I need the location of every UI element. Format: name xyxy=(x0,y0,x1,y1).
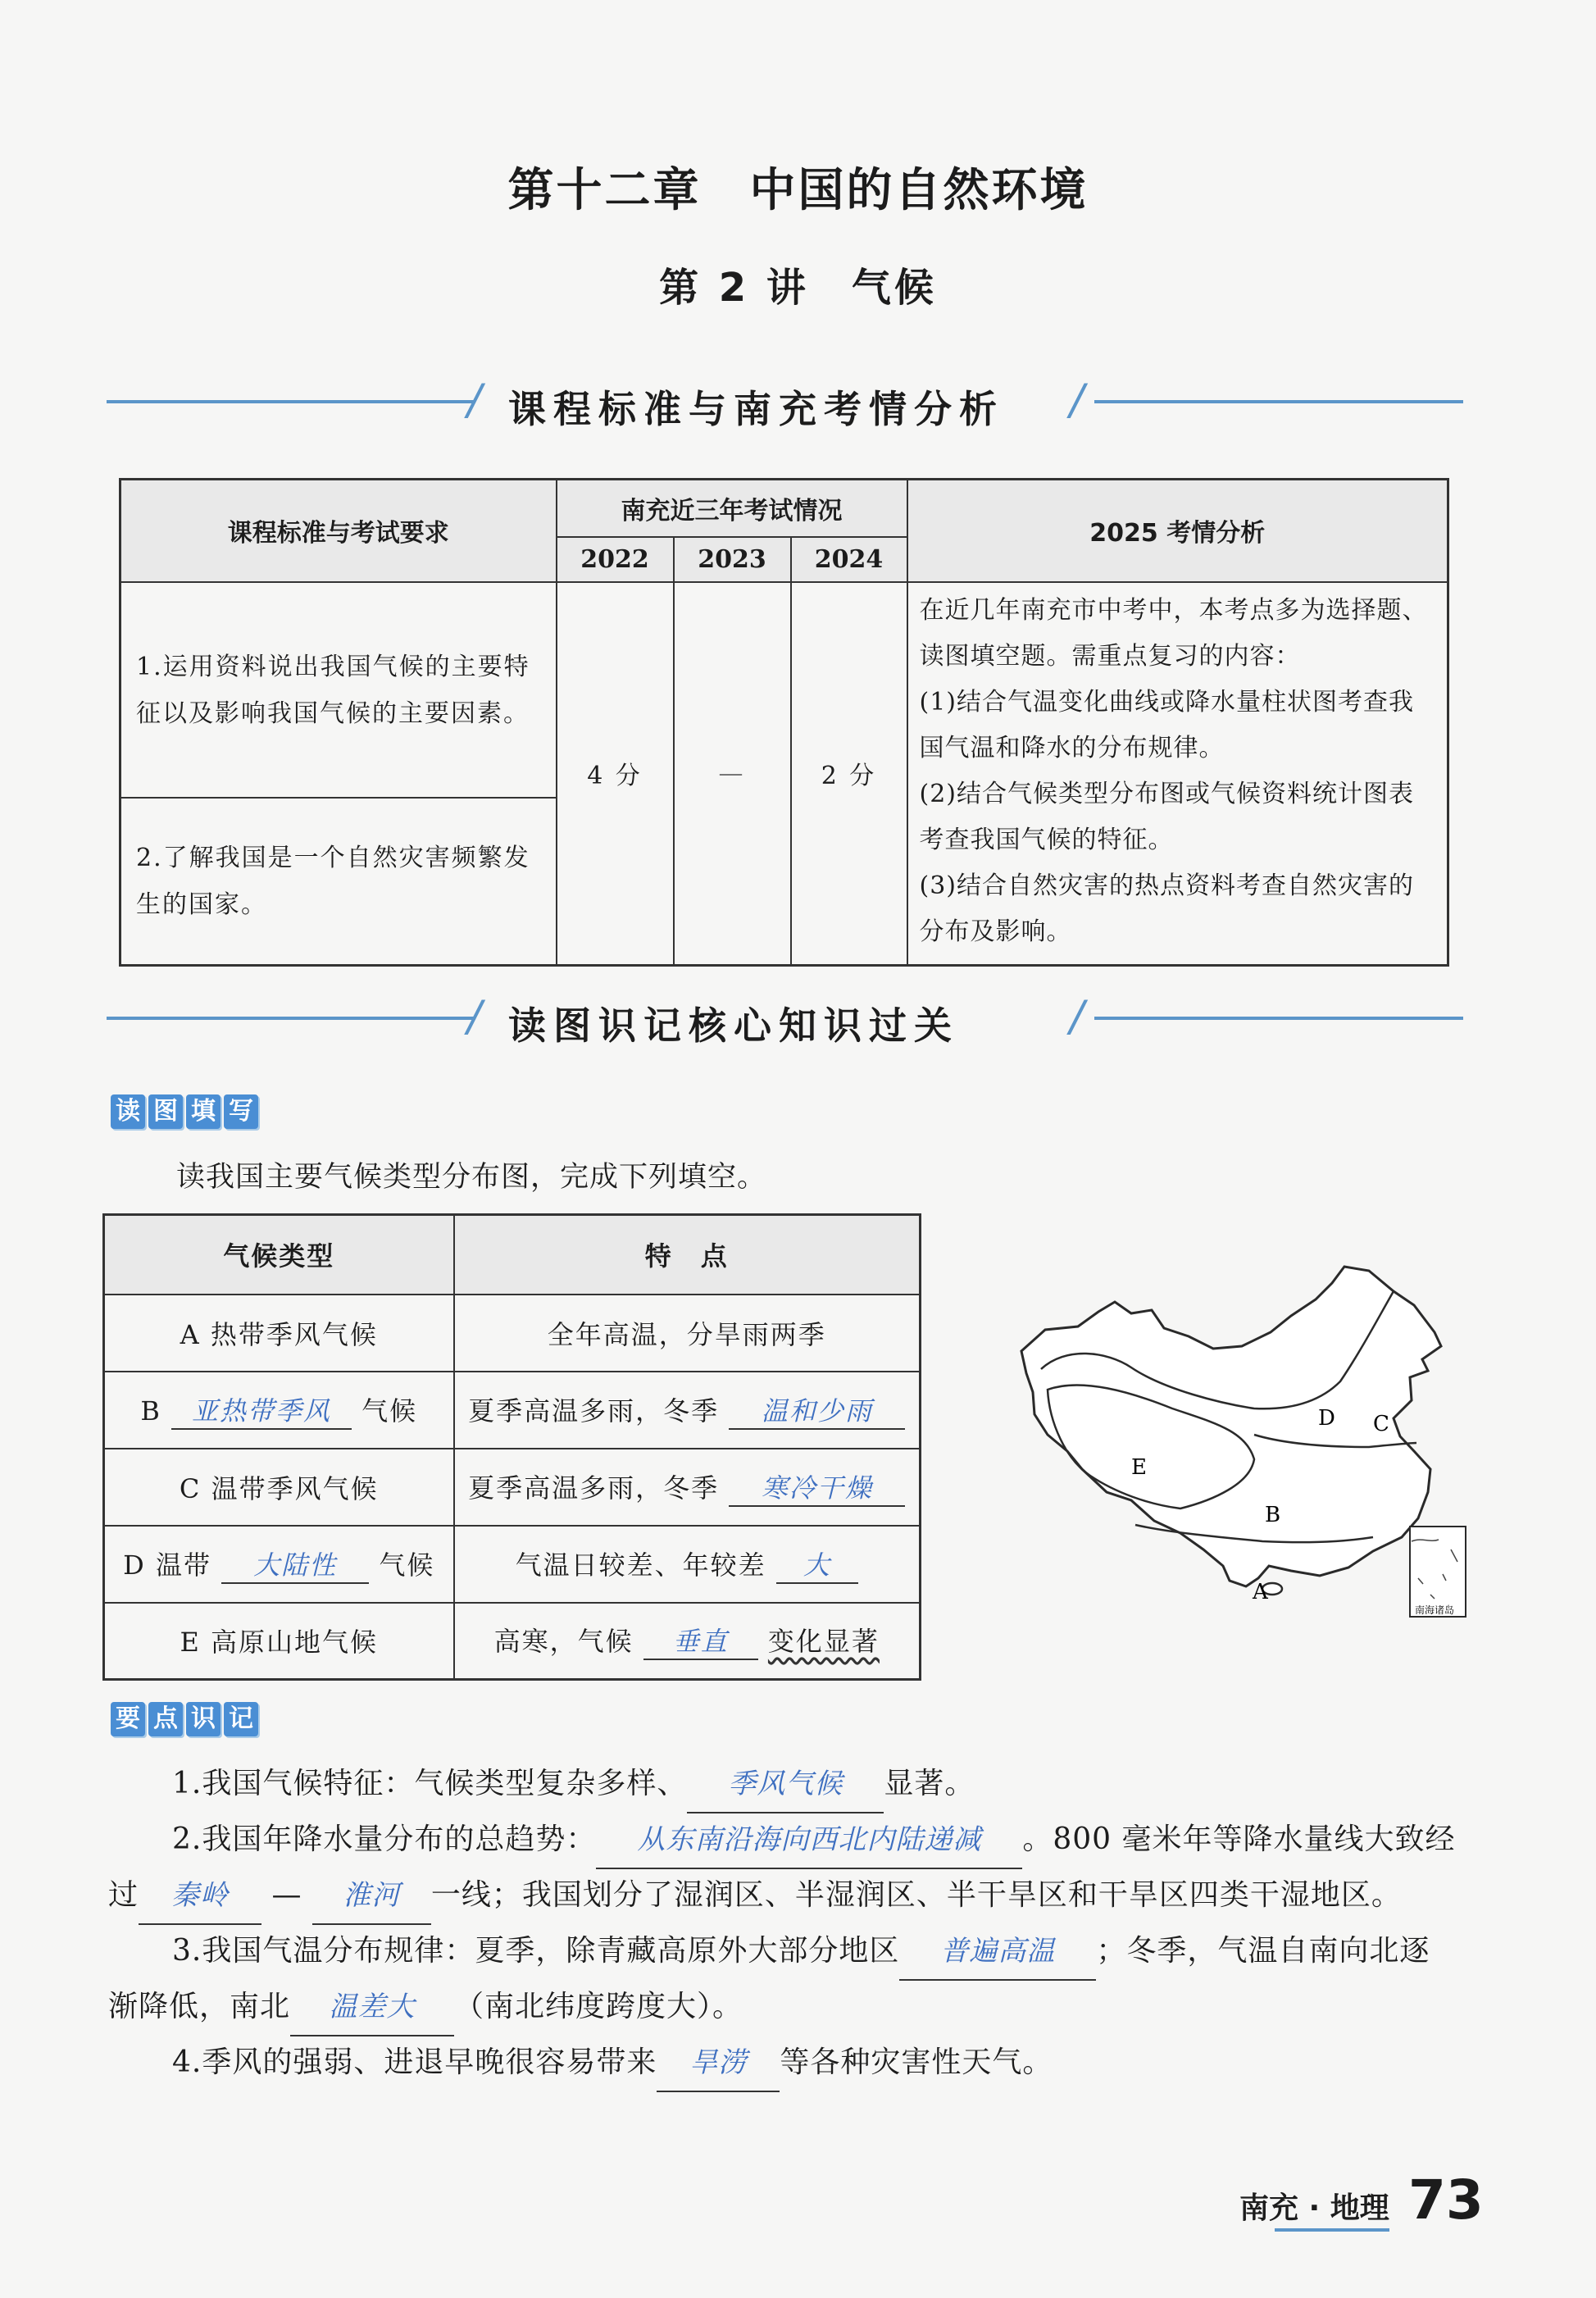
point-2-text-d: 一线；我国划分了湿润区、半湿润区、半干旱区和干旱区四类干湿地区。 xyxy=(430,1878,1402,1912)
map-label-b: B xyxy=(1265,1503,1281,1527)
point-1-text-a: 1.我国气候特征：气候类型复杂多样、 xyxy=(172,1767,688,1800)
china-climate-map xyxy=(1008,1254,1500,1623)
tag-key-points xyxy=(111,1702,258,1736)
row-d-suffix: 气候 xyxy=(379,1549,435,1581)
map-label-a: A xyxy=(1253,1580,1268,1604)
point-2-answer-3: 淮河 xyxy=(312,1868,431,1925)
point-4-text-a: 4.季风的强弱、进退早晚很容易带来 xyxy=(172,2045,657,2079)
row-d-feature-prefix: 气温日较差、年较差 xyxy=(515,1549,766,1581)
row-b-feature xyxy=(454,1372,921,1449)
point-2-line2 xyxy=(108,1868,1402,1925)
page-number: 73 xyxy=(1408,2168,1484,2232)
row-c-type: C 温带季风气候 xyxy=(104,1449,454,1526)
header-exam-group: 南充近三年考试情况 xyxy=(557,480,907,538)
point-3-text-c: 渐降低，南北 xyxy=(108,1990,291,2023)
map-label-e: E xyxy=(1131,1455,1147,1480)
point-4-answer: 旱涝 xyxy=(657,2035,780,2092)
header-requirements: 课程标准与考试要求 xyxy=(120,480,557,582)
row-a-feature: 全年高温，分旱雨两季 xyxy=(454,1295,921,1372)
footer-underline xyxy=(1275,2228,1389,2232)
point-1 xyxy=(172,1756,975,1813)
section-slash-right: / xyxy=(1070,375,1084,425)
row-a-type: A 热带季风气候 xyxy=(104,1295,454,1372)
row-c-feature-answer: 寒冷干燥 xyxy=(729,1468,905,1507)
point-2-text-c: 过 xyxy=(108,1878,139,1912)
row-e-feature-prefix: 高寒，气候 xyxy=(493,1626,634,1658)
map-label-d: D xyxy=(1318,1406,1335,1431)
row-d-answer: 大陆性 xyxy=(221,1545,369,1584)
tag-char: 读 xyxy=(111,1094,145,1129)
point-3-line2 xyxy=(108,1979,743,2036)
point-3-answer-2: 温差大 xyxy=(290,1979,454,2036)
analysis-item-1: (1)结合气温变化曲线或降水量柱状图考查我国气温和降水的分布规律。 xyxy=(919,687,1414,762)
analysis-item-2: (2)结合气候类型分布图或气候资料统计图表考查我国气候的特征。 xyxy=(919,779,1414,854)
point-1-answer: 季风气候 xyxy=(687,1756,884,1813)
map-label-c: C xyxy=(1373,1412,1389,1436)
footer-label: 南充 · 地理 xyxy=(1239,2191,1389,2225)
row-c-feature-prefix: 夏季高温多雨，冬季 xyxy=(468,1472,720,1504)
row-b-suffix: 气候 xyxy=(361,1395,418,1427)
section2-line-right xyxy=(1094,1017,1463,1020)
tag-read-map-fill xyxy=(111,1094,258,1129)
section-slash-left: / xyxy=(467,375,482,425)
row-b-answer: 亚热带季风 xyxy=(171,1390,352,1430)
row-d-feature-answer: 大 xyxy=(776,1545,858,1584)
point-3-text-a: 3.我国气温分布规律：夏季，除青藏高原外大部分地区 xyxy=(172,1934,900,1968)
analysis-cell xyxy=(907,582,1448,966)
row-e-feature-answer: 垂直 xyxy=(643,1621,758,1660)
section2-slash-right: / xyxy=(1070,992,1084,1041)
requirement-1: 1.运用资料说出我国气候的主要特征以及影响我国气候的主要因素。 xyxy=(120,582,557,798)
point-2-answer: 从东南沿海向西北内陆递减 xyxy=(596,1812,1022,1869)
score-2023: — xyxy=(674,582,791,966)
section2-title: 读图识记核心知识过关 xyxy=(508,1003,959,1048)
point-2-text-b: 。800 毫米年等降水量线大致经 xyxy=(1022,1822,1456,1856)
point-2-text-a: 2.我国年降水量分布的总趋势： xyxy=(172,1822,597,1856)
row-d-type xyxy=(104,1526,454,1603)
header-feature: 特 点 xyxy=(454,1215,921,1295)
chapter-title: 第十二章 中国的自然环境 xyxy=(507,164,1089,217)
point-3-answer: 普遍高温 xyxy=(899,1923,1096,1981)
point-2-line1 xyxy=(172,1812,1456,1869)
point-4-text-b: 等各种灾害性天气。 xyxy=(780,2045,1053,2079)
row-b-feature-prefix: 夏季高温多雨，冬季 xyxy=(468,1395,720,1427)
header-climate-type: 气候类型 xyxy=(104,1215,454,1295)
year-2024: 2024 xyxy=(791,537,907,582)
analysis-item-3: (3)结合自然灾害的热点资料考查自然灾害的分布及影响。 xyxy=(919,871,1414,946)
point-4 xyxy=(172,2035,1053,2092)
tag-char: 图 xyxy=(148,1094,183,1129)
tag-char: 要 xyxy=(111,1702,145,1736)
tag-char: 识 xyxy=(186,1702,221,1736)
header-analysis: 2025 考情分析 xyxy=(907,480,1448,582)
row-d-prefix: D 温带 xyxy=(123,1549,211,1581)
tag-char: 记 xyxy=(224,1702,258,1736)
tag-char: 填 xyxy=(186,1094,221,1129)
section2-slash-left: / xyxy=(467,992,482,1041)
point-3-text-d: （南北纬度跨度大）。 xyxy=(454,1990,743,2023)
south-sea-label: 南海诸岛 xyxy=(1415,1604,1455,1616)
tag-char: 点 xyxy=(148,1702,183,1736)
row-c-feature xyxy=(454,1449,921,1526)
year-2023: 2023 xyxy=(674,537,791,582)
row-b-type xyxy=(104,1372,454,1449)
row-b-prefix: B xyxy=(140,1395,161,1427)
row-d-feature xyxy=(454,1526,921,1603)
analysis-intro: 在近几年南充市中考中，本考点多为选择题、读图填空题。需重点复习的内容： xyxy=(919,595,1428,671)
row-e-type: E 高原山地气候 xyxy=(104,1603,454,1680)
row-b-feature-answer: 温和少雨 xyxy=(729,1390,905,1430)
point-3-line1 xyxy=(172,1923,1430,1981)
section-line-left xyxy=(107,400,475,403)
score-2024: 2 分 xyxy=(791,582,907,966)
row-e-feature-suffix: 变化显著 xyxy=(767,1626,880,1658)
score-2022: 4 分 xyxy=(557,582,674,966)
instruction: 读我国主要气候类型分布图，完成下列填空。 xyxy=(176,1161,767,1194)
tag-char: 写 xyxy=(224,1094,258,1129)
point-2-answer-2: 秦岭 xyxy=(139,1868,261,1925)
section-line-right xyxy=(1094,400,1463,403)
section1-title: 课程标准与南充考情分析 xyxy=(508,387,1004,431)
lesson-title: 第 2 讲 气候 xyxy=(659,265,937,311)
row-e-feature xyxy=(454,1603,921,1680)
year-2022: 2022 xyxy=(557,537,674,582)
climate-type-table xyxy=(102,1213,921,1681)
exam-analysis-table xyxy=(119,478,1449,967)
point-3-text-b: ；冬季，气温自南向北逐 xyxy=(1096,1934,1430,1968)
point-1-text-b: 显著。 xyxy=(884,1767,975,1800)
point-2-dash: — xyxy=(271,1878,302,1912)
section2-line-left xyxy=(107,1017,475,1020)
requirement-2: 2.了解我国是一个自然灾害频繁发生的国家。 xyxy=(120,798,557,965)
